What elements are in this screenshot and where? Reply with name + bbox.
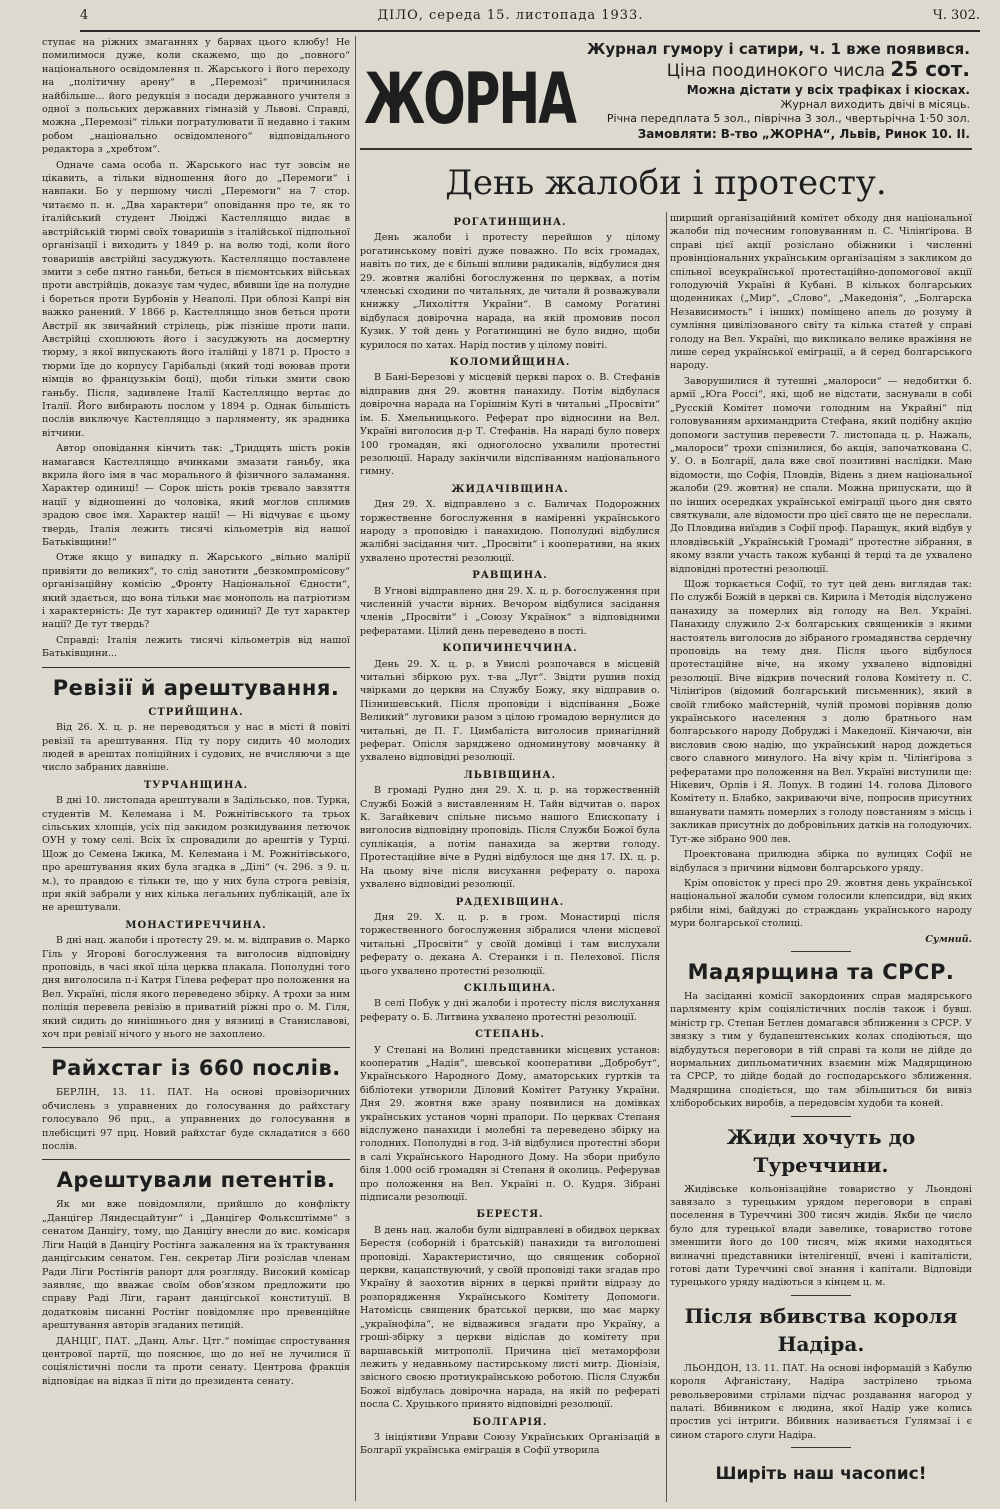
article-text: З ініціятиви Управи Союзу Українських Організацій в Болгарії українська еміграція в Софії утворила <box>360 1431 660 1457</box>
article-text: Дня 29. Х. ц. р. в гром. Монастирці після торжественного богослуження зібралися члени місцевої читальні „Просвіти“ у своїй домівці і там вислухали реферату о. декана А. Стеранки і п. Пелехової. Після цього ухвалено протестні резолюції. <box>360 911 660 977</box>
subhead: СКІЛЬЩИНА. <box>463 982 557 994</box>
ad-line: Журнал гумору і сатири, ч. 1 вже появився. <box>587 40 970 58</box>
column-rule <box>355 36 356 1501</box>
headline-mourning-day: День жалоби і протесту. <box>445 163 887 203</box>
subhead: КОПИЧИНЕЧЧИНА. <box>442 643 578 655</box>
subhead: РАВЩИНА. <box>472 570 548 582</box>
page-header <box>80 8 980 32</box>
subhead: СТЕПАНЬ. <box>475 1029 545 1041</box>
article-text: Автор оповідання кінчить так: „Тридцять шість років намагався Кастелляццо вчинками змазати ганьбу, яка вкрила його імя в час морального й фізичного заламання. Характер одиниці! — Сорок шість років трєвало завзяття нації у відношенні до чоловіка, який моглов сплямив зрадою своє імя. Характер нації! — Ні відчуває є цьому твердь, Італія лежить тисячі кільометрів від нашої Батьківщини!“ <box>42 443 350 549</box>
headline-nadir: Після вбивства короля Надіра. <box>684 1303 958 1356</box>
headline-petitioners: Арештували петентів. <box>56 1168 336 1193</box>
article-text: В дні нац. жалоби і протесту 29. м. м. відправив о. Марко Гіль у Ягорові богослуження та виголосив відповідну проповідь, в часі якої ціла церква плакала. Пополудні того дня виголосила п-і Катря Гілева реферат про положення на Вел. Україні, після якого переведено збірку. А трохи за ним поліція перевела ревізію в приватній ріжні про о. М. Гіля, який сидить до нинішнього дня у вязниці в Станиславові, хоч при ревізії нічого у нього не захоплено. <box>42 935 350 1041</box>
article-text: Крім оповісток у пресі про 29. жовтня день української національної жалоби сумом голосили клепсидри, від яких рябіли німі, байдужі до страждань українського народу мури болгарської столиці. <box>670 877 972 930</box>
article-text: БЕРЛІН, 13. 11. ПАТ. На основі провізоричних обчислень з управнених до голосування до райхстагу голосувало 96 прц., а управнених до голосування в плебісциті 97 прц. Новий райхстаг буде складатися з 660 послів. <box>42 1087 350 1153</box>
middle-column <box>360 212 660 1502</box>
article-text: ЛЬОНДОН, 13. 11. ПАТ. На основі інформацій з Кабулю короля Афганістану, Надіра застрілено трьома револьверовими стрілами підчас роздавання нагород у палаті. Вбивником є людина, якої Надір уже колись простив усі інтриги. Вбивник називається Гулямзаї і є сином старого слуги Надіра. <box>670 1362 972 1441</box>
subhead: БОЛГАРІЯ. <box>472 1416 548 1428</box>
article-text: День жалоби і протесту перейшов у цілому рогатинському повіті дуже поважно. По всіх громадах, навіть по тих, де є більші впливи радикалів, відбулися дня 29. жовтня жалібні богослуження по церквах, а потім членські сходини по читальнях, де читали й розважували книжку „Лихоліття України“. В самому Рогатині відбулася довірочна нарада, на якій промовив посол Кузик. У той день у Рогатинщині не було видно, щоби курилося по хатах. Нарід постив у цілому повіті. <box>360 232 660 351</box>
page-number: 4 <box>80 8 89 23</box>
article-text: На засіданні комісії закордонних справ мадярського парляменту крім соціялістичних послів також і бувш. міністр гр. Степан Бетлен домагався зближення з СРСР. У звязку з тим у будапештенських колах сподіються, що відбудуться переговори в тій справі та коли не дійде до нормальних дипльоматичних взаємин між Мадярщиною та СРСР, то дійде бодай до господарського зближення. Мадярщина сподіється, що там збільшиться би вивіз хліборобських виробів, а передовсім худоби та коней. <box>670 990 972 1110</box>
headline-hungary: Мадярщина та СРСР. <box>687 959 955 984</box>
column-rule <box>666 212 667 1502</box>
article-text: Як ми вже повідомляли, прийшло до конфлікту „Данцігер Ляндесцайтунг“ і „Данцігер Фольксштімме“ з сенатом Данцігу, тому, що Данцігу внесли до вис. комісаря Ліги Націй в Данцігу Ростінга зажалення на їх трактування данцігським сенатом. Ген. секретар Ліги розіслав членам Ради Ліги Ростінгів рапорт для розгляду. Високий комісар заявляє, що вважає своїм обов’язком предложити цю справу Раді Ліги, гарант данцігської конституції. В додатковім писанні Ростінг повідомляє про превенційне арештування авторів згаданих петицій. <box>42 1199 350 1332</box>
subhead: ТУРЧАНЩИНА. <box>143 779 249 791</box>
promo-slogan: Ширіть наш часопис! <box>715 1464 927 1485</box>
article-text: Жидівське кольонізаційне товариство у Льондоні завязало з турецьким урядом переговори в справі поселення в Туреччині 300 тисяч жидів. Якби це число було для турецької влади завелике, товариство готове зменшити його до 100 тисяч, між якими находяться визначні представники інтелігенції, вчені і капіталісти, готові дати Туреччині свої знання і капітали. Відповіди турецького уряду надіються з кінцем ц. м. <box>670 1183 972 1289</box>
ad-text <box>520 40 970 142</box>
subhead: СТРИЙЩИНА. <box>148 706 244 718</box>
ad-line <box>520 59 970 82</box>
article-text: В громаді Рудно дня 29. Х. ц. р. на торжественній Службі Божій з виставленням Н. Тайн відчитав о. парох К. Загайкевич спільне письмо нашого Епископату і виголосив відповідну проповідь. Після Служби Божої була суплікація, а потім панахида за жертви голоду. Протестаційне віче в Рудні відбулося ще дня 17. ІХ. ц. р. На цьому віче після висухання реферату о. пароха ухвалено відповідні резолюції. <box>360 785 660 891</box>
article-text: В Бані-Березові у місцевій церкві парох о. В. Стефанів відправив дня 29. жовтня панахиду. Потім відбулася довірочна нарада на Горішнім Куті в читальні „Просвіти“ ім. Б. Хмельницького. Реферат про відносини на Вел. Україні виголосив д-р Т. Стефанів. На нараді було поверх 100 громадян, які одноголосно ухвалили протестні резолюції. Нараду закінчили відспіванням національного гимну. <box>360 372 660 478</box>
article-text: ступає на ріжних змаганнях у барвах цього клюбу! Не помилимося дуже, коли скажемо, що до „повного“ національного освідомлення п. Жарського і його переходу на „політичну арену“ в „Перемозі“ причинилася найбільше... його редукція з посади державного учителя з одної з польських державних гімназій у Львові. Справді, можна „Перемозі“ тільки погратулювати її недавно і таким робом „національно освідомленого“ відповідального редактора з „хребтом“. <box>42 37 350 156</box>
ad-price: 25 сот. <box>890 57 970 81</box>
subhead: ЖИДАЧІВЩИНА. <box>451 483 569 495</box>
divider <box>42 1047 350 1048</box>
ad-line: Річна передплата 5 зол., піврічна 3 зол., чвертьрічна 1·50 зол. <box>606 112 970 125</box>
article-text: В день нац. жалоби були відправлені в обидвох церквах Берестя (соборній і братській) панахиди та виголошені проповіді. Характеристично, що священик соборної церкви, кацапствуючий, у своїй проповіді таки згадав про Україну й заохотив вірних в церкві прийти відразу до розпорядження Українського Комітету Допомоги. Натомісць священик братської церкви, що має марку „українофіла“, не відважився згадати про Україну, а гроші-збірку з церкви відіслав до комітету при варшавській митрополії. Причина цієї метаморфози лежить у недавньому пастирському листі митр. Діонізія, звісного своєю протиукраїнською роботою. Після Служби Божої відбулась довірочна нарада, на якій по рефераті посла С. Хруцького принято відповідні резолюції. <box>360 1224 660 1411</box>
article-text: Справді: Італія лежить тисячі кільометрів від нашої Батьківщини... <box>42 634 350 660</box>
ad-price-label: Ціна поодинокого числа <box>666 61 885 81</box>
article-text: Проектована прилюдна збірка по вулицях Софії не відбулася з причини відмови болгарського уряду. <box>670 849 972 874</box>
divider <box>42 1159 350 1160</box>
issue-number: Ч. 302. <box>932 8 980 23</box>
article-text: В дні 10. листопада арештували в Задільсько, пов. Турка, студентів М. Келемана і М. Рожнітівського та трьох сільських хлопців, усіх під закидом розкидування летючок ОУН у тому селі. Всіх їх спровадили до арештів у Турці. Щож до Семена Іжика, М. Келемана і М. Рожнітівського, про арештування яких була згадка в „Ділі“ (ч. 296. з 9. ц. м.), то правдою є тільки те, що у них була строга ревізія, при якій забрали у них кілька легальних публікацій, але їх не арештували. <box>42 795 350 914</box>
subhead: МОНАСТИРЕЧЧИНА. <box>125 919 267 931</box>
article-text: Одначе сама особа п. Жарського нас тут зовсім не цікавить, а тільки відношення його до „Перемоги“ і навпаки. Бо у першому числі „Перемоги“ на 7 стор. читаємо п. н. „Два характери“ оповідання про те, як то італійський студент Люіджі Кастелляццо видає в австрійській тюрмі своїх товаришів з італійської підпольної організації і виходить у 1849 р. на волю тоді, коли його товаришів австрійці засуджують. Кастелляццо поставлене змити з себе пятно ганьби, беться в піємонтських військах проти австрійців, доказує там чудес, вбивши їде на полудне і бореться проти Бурбонів у Неаполі. При облозі Капрі він важко ранений. У 1866 р. Кастелляццо знов беться проти Австрії як звичайний стрілець, ріж пізніше проти папи. Австрійці схоплюють його і засуджують на досмертну тюрму, з якої випускають його італійці у 1871 р. Просто з тюрми їде до корпусу Гарібальді (який тоді воював проти німців во французькім боці), щоби тільки змити свою ганьбу. Після, задивлене Італії Кастелляццо вертає до Італії. Його вибирають послом у 1894 р. Однак більшість послів виключує Кастелляццо з парляменту, як зрадника вітчини. <box>42 159 350 439</box>
article-text: Щож торкається Софії, то тут цей день виглядав так: По службі Божій в церкві св. Кирила і Методія відслужено панахиду за померлих від голоду на Вел. Україні. Панахиду служило 2-х болгарських священиків з якими настоятель виголосив до зібраного громадянства сердечну проповідь на тему дня. Після цього відбулося протестаційне віче, на якому ухвалено відповідні резолюції. Віче відкрив почесний голова Комітету п. С. Чілінґіров (відомий болгарський письменник), який в своїй глибоко майстерній, чулій промові порівняв долю українського населення з долю братнього нам болгарського народу Добруджі і Македонії. Кінчаючи, він висловив свою надію, що український народ дождеться свого славного минулого. На вічу крім п. Чілінґірова з рефератами про положення на Вел. Україні виступили ще: Нікевич, Орлів і Я. Лопух. В годині 14. голова Ділового Комітету п. Блабко, закриваючи віче, попросив присутних вшанувати память померлих з голоду повстанням з місць і закликав присутніх до добровільних датків на голодуючих. Тут-же зібрано 900 лев. <box>670 578 972 845</box>
subhead: ЛЬВІВЩИНА. <box>463 769 557 781</box>
author-signature: Сумний. <box>925 933 972 945</box>
headline-reichstag: Райхстаг із 660 послів. <box>51 1056 341 1081</box>
article-text: В селі Побук у дні жалоби і протесту після вислухання реферату о. Б. Литвина ухвалено протестні резолюції. <box>360 998 660 1023</box>
masthead: ДІЛО, середа 15. листопада 1933. <box>377 8 644 23</box>
divider <box>791 1447 851 1448</box>
article-text: В Угнові відправлено дня 29. Х. ц. р. богослуження при численній участи вірних. Вечором відбулися засідання членів „Просвіти“ і „Союзу Українок“ з відповідними рефератами. Цілий день переведено в пості. <box>360 585 660 637</box>
subhead: БЕРЕСТЯ. <box>476 1209 544 1221</box>
article-text: ДАНЦІГ, ПАТ. „Данц. Альг. Цтг.“ поміщає спростування центрової партії, що пояснює, що до неї не лучилися її соціялістичні посли та проти сенату. Центрова фракція відповідає на відказ її піти до президента сенату. <box>42 1335 350 1387</box>
zhorna-logo: ЖОРНА <box>364 58 575 140</box>
article-text: Заворушилися й тутешні „малороси“ — недобитки б. армії „Юга Россі“, які, щоб не відстати, заснували в собі „Русскій Комітет помочи голодним на Украйні“ під головуванням архимандрита Стефана, який подібну акцію допомоги заступив перевести 7. листопада ц. р. Нажаль, „малороси“ трохи спізнилися, бо акція, започаткована С. У. О. в Болгарії, дала вже свої позитивні наслідки. Маю відомости, що Софія, Пловдів, Відень з днем національної жалоби (29. жовтня) не спали. Можна припускати, що й по інших осередках української еміграції цього дня свято святкували, але відомости про цієї свято ще не переслали. До Пловдива виїздив з Софії проф. Паращук, який відбув у пловдівській „Українській Громаді“ протестне зібрання, в якому взяли участь також кубанці й терці та де ухвалено відповідні протестні резолюції. <box>670 375 972 575</box>
divider <box>791 1116 851 1117</box>
ad-line: Замовляти: В-тво „ЖОРНА“, Львів, Ринок 10. II. <box>637 127 970 141</box>
article-text: Від 26. Х. ц. р. не переводяться у нас в місті й повіті ревізії та арештування. Під ту пору сидить 40 молодих людей в арештах поліційних і судових, не вчисляючи з ще число забраних давніше. <box>42 722 350 774</box>
zhorna-advertisement <box>360 36 972 150</box>
headline-jews-turkey: Жиди хочуть до Туреччини. <box>726 1124 916 1177</box>
subhead: КОЛОМИЙЩИНА. <box>449 357 571 369</box>
subhead: РОГАТИНЩИНА. <box>453 217 567 228</box>
article-text: Дня 29. Х. відправлено з с. Баличах Подорожних торжественне богослуження в наміренні українського народу з проповідю і панахидою. Пополудні відбулися жалібні засідання чит. „Просвіти“ і кооперативи, на яких ухвалено протестні резолюції. <box>360 499 660 564</box>
left-column <box>42 36 350 1501</box>
subhead: РАДЕХІВЩИНА. <box>455 896 565 908</box>
article-text: День 29. Х. ц. р. в Увислі розпочався в місцевій читальні збіркою рух. т-ва „Луг“. Звідти рушив похід чвірками до церкви на Службу Божу, яку відправив о. Пізнишевський. Після проповіди і відспівання „Боже Великий“ луговики разом з цілою громадою вернулися до читальні, де П. Г. Цимбаліста виголосив принагідний реферат. Опісля заряджено одноминутову мовчанку й ухвалено відповідні резолюції. <box>360 658 660 764</box>
ad-line: Можна дістати у всіх трафіках і кіосках. <box>686 83 970 97</box>
divider <box>791 1295 851 1296</box>
article-text: У Степані на Волині представники місцевих установ: кооператив „Надія“, шевської кооперативи „Добробут“, Українського Народного Дому, аматорських гуртків та бібліотеки утворили Діловий Комітет Ратунку України. Дня 29. жовтня вже зрану появилися на домівках українських установ чорні прапори. По церквах Степаня відслужено панахиди і молебні та переведено збірку на голодних. Пополудні в год. 3-ій відбулися протестні збори в салі Українського Народного Дому. На збори прибуло біля 1.000 осіб громадян зі Степаня й околиць. Реферував про положення на Вел. Україні п. О. Кудря. Зібрані підписали резолюції. <box>360 1044 660 1204</box>
right-column <box>670 212 972 1502</box>
ad-line: Журнал виходить двічі в місяць. <box>780 98 970 111</box>
headline-revisions: Ревізії й арештування. <box>52 675 340 700</box>
article-text: Отже якщо у випадку п. Жарського „вільно малірії привіяти до великих“, то слід занотити „безкомпромісову“ організаційну комісію „Фронту Національної Єдности“, який здається, що вона тільки має монополь на патріотизм і характерність: Де тут характер одиниці? Де тут характер нації? Де тут твердь? <box>42 552 350 631</box>
article-text: ширший організаційний комітет обходу дня національної жалоби під почесним головуванням п. С. Чілінґірова. В справі цієї акції розіслано обіжники і численні провінціональних українським організаціям з закликом до спільної всеукраїнської протестаційно-допомогової акції голодуючій Україні й Кубані. В кількох болгарських щоденниках („Мир“, „Слово“, „Македонія“, „Болгарска Независимость“ і інших) поміщено апель до розуму й сумління цивілізованого світу та кілька статей у справі голоду на Вел. Україні, що викликало велике вражіння не лише серед української еміграції, а й серед болгарського народу. <box>670 213 972 372</box>
divider <box>791 951 851 952</box>
divider <box>42 667 350 668</box>
